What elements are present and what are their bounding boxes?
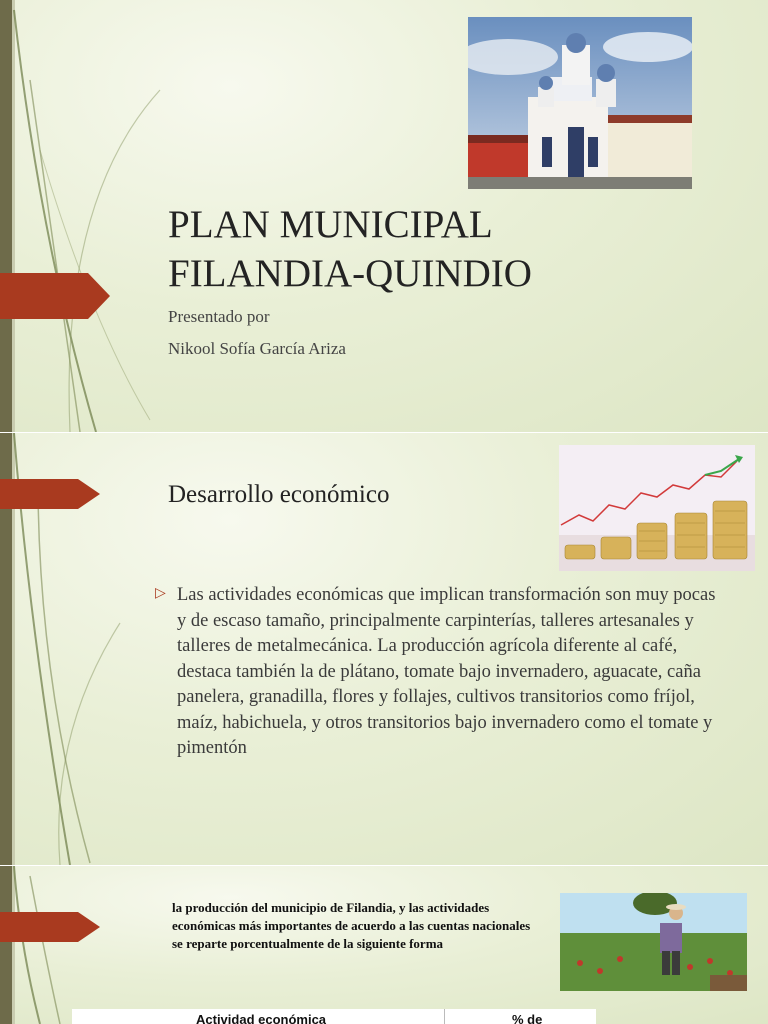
accent-arrow-tab (0, 479, 100, 509)
presentation-title: PLAN MUNICIPAL FILANDIA-QUINDIO (168, 203, 532, 295)
arrow-bullet-icon: ▷ (155, 585, 166, 601)
presented-by-label: Presentado por (168, 307, 270, 326)
column-header-activity: Actividad económica (196, 1012, 327, 1024)
coin-stacks-growth-photo (559, 445, 755, 571)
left-decor-strip (0, 866, 12, 1024)
production-table-header (72, 1009, 596, 1024)
column-header-percent: % de (512, 1012, 543, 1024)
accent-arrow-tab (0, 273, 110, 319)
church-photo (468, 17, 692, 189)
author-name: Nikool Sofía García Ariza (168, 339, 346, 358)
accent-arrow-tab (0, 912, 100, 942)
slide-economic-development (0, 433, 768, 865)
section-title: Desarrollo económico (168, 481, 390, 508)
production-intro-text: la producción del municipio de Filandia, y las actividades económicas más importantes de acuerdo a las cuentas nacionales se reparte porcentualmente de la siguiente forma (172, 900, 531, 951)
left-decor-strip (0, 0, 12, 432)
farmer-field-photo (560, 893, 747, 991)
economic-description: Las actividades económicas que implican transformación son muy pocas y de escaso tamaño, principalmente carpinterías, talleres artesanales y talleres de metalmecánica. La producción agrícola diferente al café, destaca también la de plátano, tomate bajo invernadero, aguacate, caña panelera, granadilla, flores y follajes, cultivos transitorios como fríjol, maíz, habichuela, y otros transitorios bajo invernadero como el tomate y pimentón (177, 585, 716, 758)
slide-title (0, 0, 768, 432)
slide-production-distribution (0, 866, 768, 1024)
column-divider (444, 1009, 445, 1024)
